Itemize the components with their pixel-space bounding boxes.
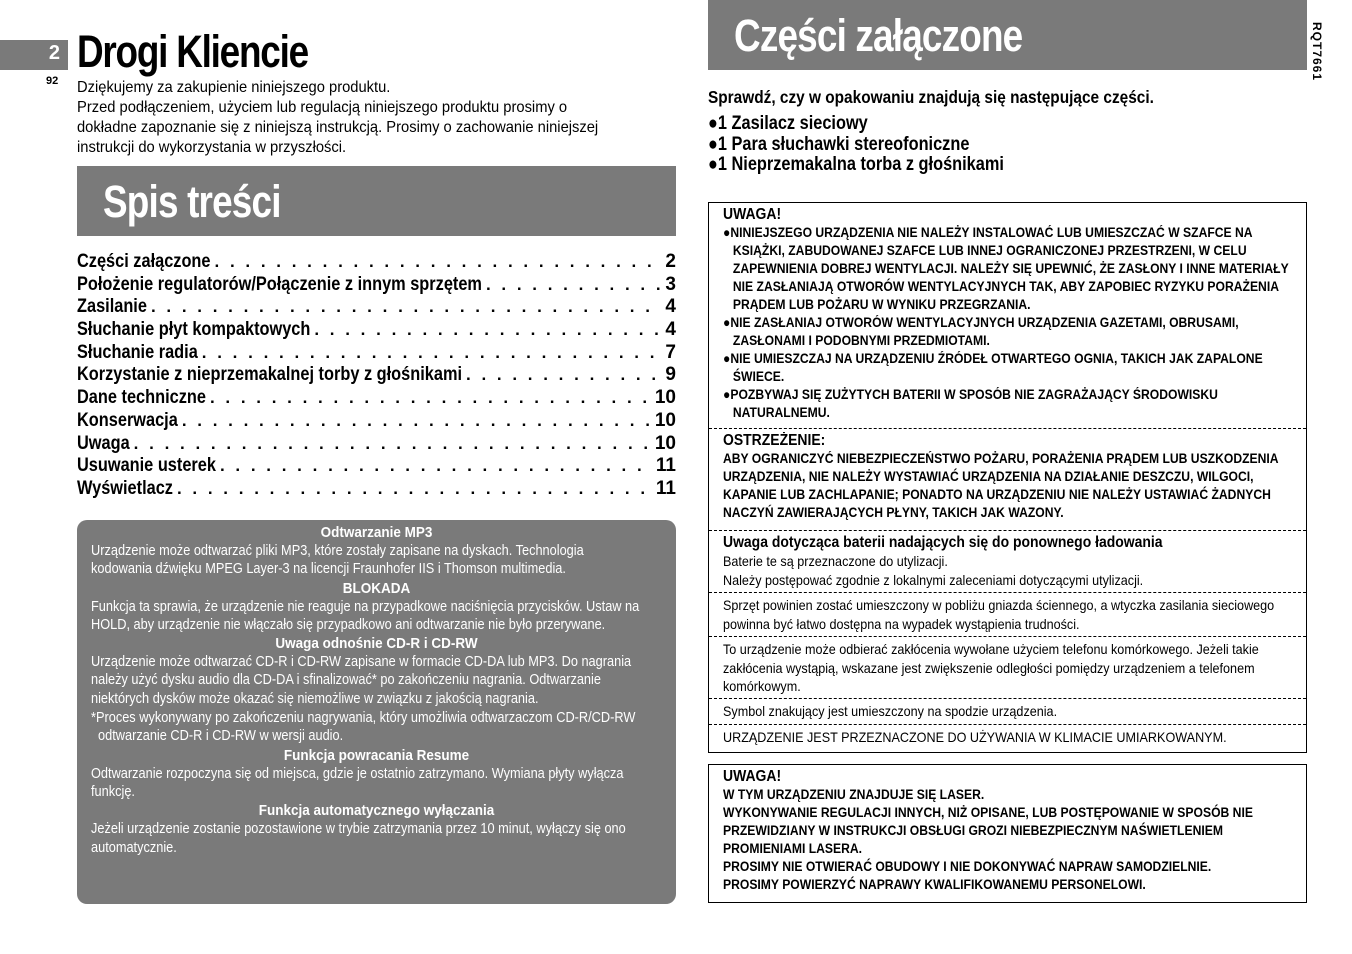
toc-item bbox=[77, 478, 676, 501]
warning-bullet: ●NIE ZASŁANIAJ OTWORÓW WENTYLACYJNYCH URZĄDZENIA GAZETAMI, OBRUSAMI, ZASŁONAMI I PODOBNYMI PRZEDMIOTAMI. bbox=[723, 315, 1239, 348]
laser-warning-title: UWAGA! bbox=[723, 768, 782, 785]
toc-item-page: 11 bbox=[655, 477, 676, 499]
intro-text: Dziękujemy za zakupienie niniejszego produktu. Przed podłączeniem, użyciem lub regulacją niniejszego produktu prosimy o dokładne zapoznanie się z niniejszą instrukcją. Prosimy o zachowanie niniejszej instrukcji do wykorzystania w przyszłości. bbox=[77, 79, 599, 156]
toc-dot-leader bbox=[486, 275, 661, 295]
laser-warning-section bbox=[709, 765, 1306, 896]
parts-item: ●1 Nieprzemakalna torba z głośnikami bbox=[708, 154, 1004, 175]
toc-dot-leader bbox=[177, 479, 652, 499]
toc-item-page: 4 bbox=[665, 296, 676, 318]
document-code: RQT7661 bbox=[1310, 22, 1324, 82]
toc-item-label: Usuwanie usterek bbox=[77, 455, 216, 477]
toc-dot-leader bbox=[466, 365, 661, 385]
toc-item-page: 7 bbox=[665, 341, 676, 363]
toc-item-label: Dane techniczne bbox=[77, 387, 206, 409]
cdr-title: Uwaga odnośnie CD-R i CD-RW bbox=[275, 635, 478, 653]
toc-item-label: Uwaga bbox=[77, 432, 130, 454]
toc-item-label: Położenie regulatorów/Połączenie z innym sprzętem bbox=[77, 273, 482, 295]
toc-item-label: Wyświetlacz bbox=[77, 477, 173, 499]
toc-item-page: 2 bbox=[665, 251, 676, 272]
symbol-text: Symbol znakujący jest umieszczony na spodzie urządzenia. bbox=[723, 703, 1058, 719]
warning-bullet: ●NINIEJSZEGO URZĄDZENIA NIE NALEŻY INSTALOWAĆ LUB UMIESZCZAĆ W SZAFCE NA KSIĄŻKI, ZABUDOWANEJ SZAFCE LUB INNEJ OGRANICZONEJ PRZESTRZENI, W CELU ZAPEWNIENIA DOBREJ WENTYLACJI. NALEŻY SIĘ UPEWNIĆ, ŻE ZASŁONY I INNE MATERIAŁY NIE ZASŁANIAJĄ OTWORÓW WENTYLACYJNYCH TAK, ABY ZAPOBIEC RYZYKU PORAŻENIA PRĄDEM LUB POŻARU W WYNIKU PRZEGRZANIA. bbox=[723, 225, 1289, 312]
battery-text: Baterie te są przeznaczone do utylizacji. Należy postępować zgodnie z lokalnymi zaleceniami dotyczącymi utylizacji. bbox=[723, 553, 1144, 588]
battery-section bbox=[709, 531, 1306, 593]
warning-box bbox=[708, 202, 1307, 753]
toc-item-label: Konserwacja bbox=[77, 409, 178, 431]
toc-item bbox=[77, 342, 676, 365]
toc-item-label: Korzystanie z nieprzemakalnej torby z głośnikami bbox=[77, 364, 463, 386]
symbol-section bbox=[709, 699, 1306, 725]
toc-item-label: Części załączone bbox=[77, 251, 211, 272]
info-box bbox=[77, 520, 676, 904]
table-of-contents bbox=[77, 251, 676, 501]
toc-item-page: 3 bbox=[665, 273, 676, 295]
laser-warning-box bbox=[708, 764, 1307, 903]
toc-dot-leader bbox=[182, 411, 651, 431]
warning-bullet: ●POZBYWAJ SIĘ ZUŻYTYCH BATERII W SPOSÓB NIE ZAGRAŻAJĄCY ŚRODOWISKU NATURALNEMU. bbox=[723, 387, 1218, 420]
toc-item bbox=[77, 410, 676, 433]
toc-item bbox=[77, 433, 676, 456]
toc-item-page: 10 bbox=[654, 409, 676, 431]
cdr-note: *Proces wykonywany po zakończeniu nagrywania, który umożliwia odtwarzaczom CD-R/CD-RW odtwarzanie CD-R i CD-RW w wersji audio. bbox=[91, 710, 636, 745]
page-title: Drogi Kliencie bbox=[77, 26, 308, 77]
toc-item-page: 9 bbox=[665, 364, 676, 386]
toc-item bbox=[77, 251, 676, 274]
toc-item bbox=[77, 296, 676, 319]
page-number: 2 bbox=[48, 42, 60, 64]
toc-item bbox=[77, 387, 676, 410]
mp3-text: Urządzenie może odtwarzać pliki MP3, które zostały zapisane na dyskach. Technologia kodowania dźwięku MPEG Layer-3 na licencji Fraunhofer IIS i Thomson multimedia. bbox=[91, 543, 584, 578]
toc-header-bar bbox=[77, 166, 676, 236]
page-sub-number: 92 bbox=[46, 75, 59, 87]
toc-item-page: 4 bbox=[665, 319, 676, 341]
toc-dot-leader bbox=[215, 252, 662, 272]
auto-off-title: Funkcja automatycznego wyłączania bbox=[258, 802, 495, 820]
toc-item-label: Zasilanie bbox=[77, 296, 147, 318]
parts-title: Części załączone bbox=[734, 10, 1023, 61]
toc-dot-leader bbox=[202, 343, 662, 363]
toc-dot-leader bbox=[151, 297, 661, 317]
toc-dot-leader bbox=[134, 434, 651, 454]
phone-section bbox=[709, 637, 1306, 699]
parts-check-text: Sprawdź, czy w opakowaniu znajdują się następujące części. bbox=[708, 87, 1154, 107]
toc-dot-leader bbox=[220, 456, 652, 476]
caution-title: OSTRZEŻENIE: bbox=[723, 432, 826, 449]
cdr-text: Urządzenie może odtwarzać CD-R i CD-RW zapisane w formacie CD-DA lub MP3. Do nagrania należy użyć dysku audio dla CD-DA i sfinalizować* po zakończeniu nagrania. Odtwarzanie niektórych dysków może okazać się niemożliwe w związku z jakością nagrania. bbox=[91, 654, 632, 707]
toc-item-label: Słuchanie płyt kompaktowych bbox=[77, 319, 311, 341]
toc-title: Spis treści bbox=[103, 176, 281, 227]
resume-title: Funkcja powracania Resume bbox=[283, 746, 470, 764]
parts-item: ●1 Para słuchawki stereofoniczne bbox=[708, 133, 970, 155]
toc-item bbox=[77, 274, 676, 297]
parts-header-bar bbox=[708, 0, 1307, 70]
socket-text: Sprzęt powinien zostać umieszczony w pobliżu gniazda ściennego, a wtyczka zasilania sieciowego powinna być łatwo dostępna na wypadek wystąpienia trudności. bbox=[723, 597, 1275, 632]
battery-title: Uwaga dotycząca baterii nadających się do ponownego ładowania bbox=[723, 534, 1163, 551]
auto-off-text: Jeżeli urządzenie zostanie pozostawione w trybie zatrzymania przez 10 minut, wyłączy się ono automatycznie. bbox=[91, 821, 626, 856]
toc-dot-leader bbox=[210, 388, 651, 408]
toc-item bbox=[77, 364, 676, 387]
laser-warning-text: W TYM URZĄDZENIU ZNAJDUJE SIĘ LASER. WYKONYWANIE REGULACJI INNYCH, NIŻ OPISANE, LUB POSTĘPOWANIE W SPOSÓB NIE PRZEWIDZIANY W INSTRUKCJI OBSŁUGI GROZI NIEBEZPIECZNYM NAŚWIETLENIEM PROMIENIAMI LASERA. PROSIMY NIE OTWIERAĆ OBUDOWY I NIE DOKONYWAĆ NAPRAW SAMODZIELNIE. PROSIMY POWIERZYĆ NAPRAWY KWALIFIKOWANEMU PERSONELOWI. bbox=[723, 787, 1253, 892]
parts-item: ●1 Zasilacz sieciowy bbox=[708, 113, 868, 134]
climate-section bbox=[709, 725, 1306, 752]
caution-text: ABY OGRANICZYĆ NIEBEZPIECZEŃSTWO POŻARU, PORAŻENIA PRĄDEM LUB USZKODZENIA URZĄDZENIA, NIE NALEŻY WYSTAWIAĆ URZĄDZENIA NA DZIAŁANIE DESZCZU, WILGOCI, KAPANIE LUB ZACHLAPANIE; PONADTO NA URZĄDZENIU NIE NALEŻY USTAWIAĆ ŻADNYCH NACZYŃ ZAWIERAJĄCYCH PŁYNY, TAKICH JAK WAZONY. bbox=[723, 451, 1279, 520]
warning-section bbox=[709, 203, 1306, 429]
parts-list bbox=[708, 114, 1052, 176]
toc-dot-leader bbox=[314, 320, 661, 340]
toc-item-page: 11 bbox=[655, 455, 676, 477]
toc-item bbox=[77, 455, 676, 478]
caution-section bbox=[709, 429, 1306, 531]
socket-section bbox=[709, 593, 1306, 637]
hold-title: BLOKADA bbox=[342, 579, 411, 597]
warning-title: UWAGA! bbox=[723, 206, 782, 223]
resume-text: Odtwarzanie rozpoczyna się od miejsca, gdzie je ostatnio zatrzymano. Wymiana płyty wyłącza funkcję. bbox=[91, 765, 624, 800]
toc-item-label: Słuchanie radia bbox=[77, 341, 198, 363]
toc-item bbox=[77, 319, 676, 342]
warning-bullet: ●NIE UMIESZCZAJ NA URZĄDZENIU ŹRÓDEŁ OTWARTEGO OGNIA, TAKICH JAK ZAPALONE ŚWIECE. bbox=[723, 351, 1263, 384]
hold-text: Funkcja ta sprawia, że urządzenie nie reaguje na przypadkowe naciśnięcia przycisków. Ustaw na HOLD, aby urządzenie nie włączało się przypadkowo ani odtwarzanie nie było przerywane. bbox=[91, 598, 640, 633]
climate-text: URZĄDZENIE JEST PRZEZNACZONE DO UŻYWANIA W KLIMACIE UMIARKOWANYM. bbox=[723, 729, 1227, 745]
toc-item-page: 10 bbox=[654, 387, 676, 409]
mp3-title: Odtwarzanie MP3 bbox=[320, 524, 433, 541]
page-number-badge bbox=[0, 40, 68, 70]
phone-text: To urządzenie może odbierać zakłócenia wywołane użyciem telefonu komórkowego. Jeżeli takie zakłócenia wystąpią, wskazane jest zwiększenie odległości pomiędzy urządzeniem a telefonem komórkowym. bbox=[723, 641, 1259, 694]
toc-item-page: 10 bbox=[654, 432, 676, 454]
